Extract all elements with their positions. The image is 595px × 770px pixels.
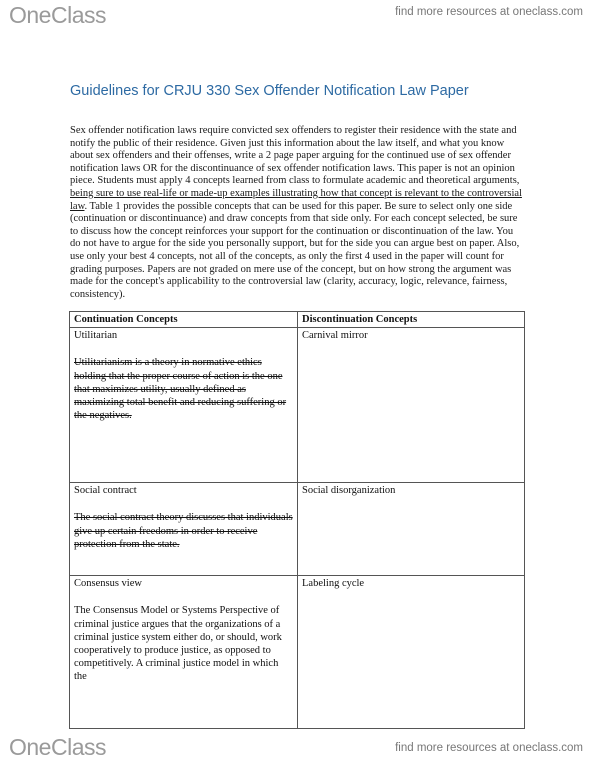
- concept-title: Carnival mirror: [302, 330, 368, 342]
- concept-title: Labeling cycle: [302, 578, 365, 590]
- table-row: [70, 328, 525, 483]
- resources-link-footer[interactable]: find more resources at oneclass.com: [395, 742, 583, 754]
- discontinuation-cell: [298, 328, 525, 483]
- oneclass-logo[interactable]: [9, 2, 106, 29]
- table-row: [70, 483, 525, 576]
- intro-text-2: . Table 1 provides the possible concepts that can be used for this paper. Be sure to select only one side (continuation or discontinuance) and draw concepts from that side only. For each concept selected, be sure to discuss how the concept reinforces your support for the continuation or discontinuation of the law. You do not have to argue for the side you personally support, but for the side you can argue best on paper. Also, use only your best 4 concepts, not all of the concepts, as only the first 4 used in the paper will count for grading purposes. Papers are not graded on mere use of the concept, but on how strong the argument was made for the concept's applicability to the controversial law (clarity, accuracy, logic, relevance, fairness, consistency).: [70, 200, 520, 300]
- discontinuation-cell: [298, 483, 525, 576]
- concept-note-struck: The social contract theory discusses that individuals give up certain freedoms in order to receive protection from the state.: [74, 512, 293, 550]
- concept-title: Consensus view: [74, 578, 142, 590]
- table-row: [70, 576, 525, 729]
- concept-note: The Consensus Model or Systems Perspective of criminal justice argues that the organizations of a criminal justice system either do, or should, work cooperatively to produce justice, as opposed to competitively. A criminal justice model in which the: [74, 605, 282, 683]
- concepts-table: [69, 311, 525, 729]
- continuation-cell: [70, 483, 298, 576]
- logo-text: OneClass: [9, 2, 106, 28]
- intro-paragraph: [70, 125, 525, 301]
- intro-text-1: Sex offender notification laws require convicted sex offenders to register their residence with the state and notify the public of their residence. Given just this information about the law itself, and what you know about sex offenders and their offenses, write a 2 page paper arguing for the continued use of sex offender notification laws OR for the discontinuance of sex offender notification laws. This paper is not an opinion piece. Students must apply 4 concepts learned from class to formulate academic and theoretical arguments,: [70, 125, 520, 187]
- concept-title: Social disorganization: [302, 485, 396, 497]
- discontinuation-cell: [298, 576, 525, 729]
- header-discontinuation: Discontinuation Concepts: [298, 312, 525, 328]
- header-continuation: Continuation Concepts: [70, 312, 298, 328]
- table-header-row: [70, 312, 525, 328]
- continuation-cell: [70, 328, 298, 483]
- logo-text: OneClass: [9, 734, 106, 760]
- intro-underlined-text: being sure to use real-life or made-up examples illustrating how that concept is relevant to the controversial law: [70, 187, 522, 212]
- resources-link[interactable]: find more resources at oneclass.com: [395, 6, 583, 18]
- concept-title: Social contract: [74, 485, 137, 497]
- concept-note-struck: Utilitarianism is a theory in normative ethics holding that the proper course of action is the one that maximizes utility, usually defined as maximizing total benefit and reducing suffering or the negatives.: [74, 357, 287, 422]
- concept-title: Utilitarian: [74, 330, 118, 342]
- oneclass-logo-footer[interactable]: [9, 734, 106, 761]
- document-title: Guidelines for CRJU 330 Sex Offender Notification Law Paper: [70, 83, 469, 99]
- continuation-cell: [70, 576, 298, 729]
